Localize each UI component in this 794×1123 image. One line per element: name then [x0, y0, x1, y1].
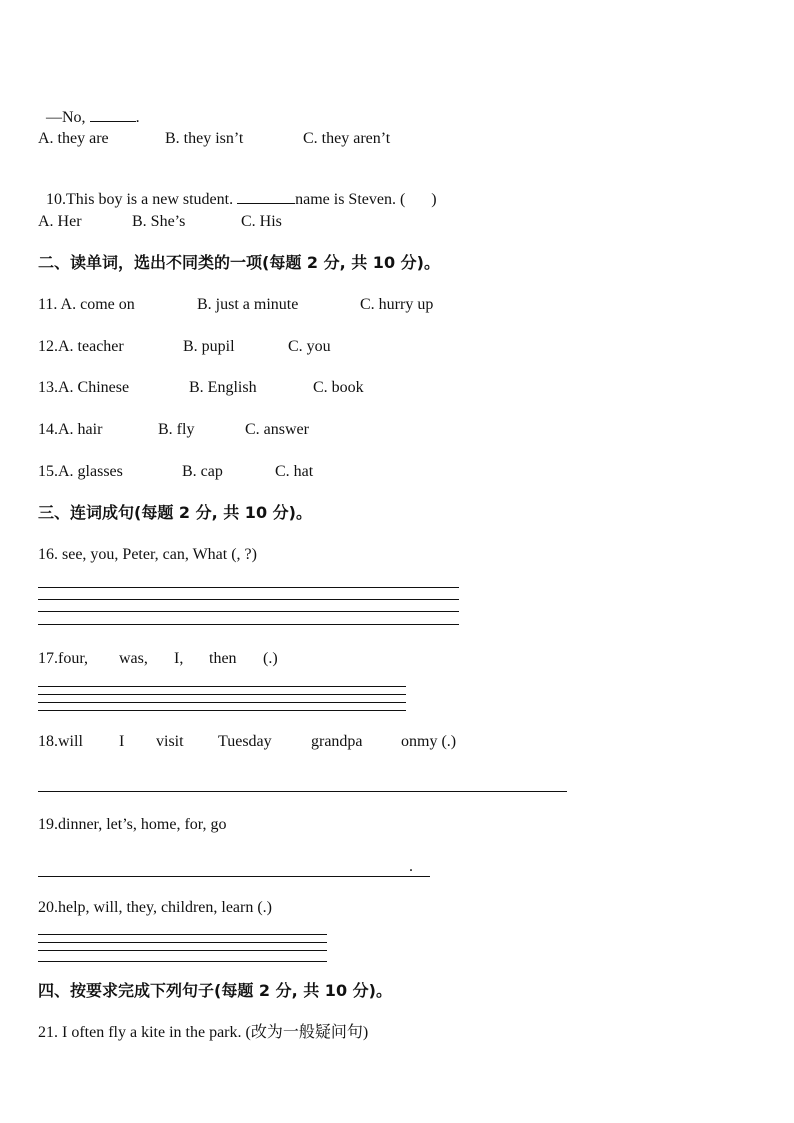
section3-title: 三、连词成句(每题 2 分, 共 10 分)。: [38, 503, 312, 522]
q17-word-5: (.): [263, 650, 278, 667]
q14-option-c[interactable]: C. answer: [245, 421, 309, 438]
q10-option-b[interactable]: B. She’s: [132, 213, 186, 230]
q13-option-a-text: A. Chinese: [58, 379, 130, 396]
q17-answer-line-2[interactable]: [38, 694, 406, 695]
q15-option-b[interactable]: B. cap: [182, 463, 223, 480]
q15-option-a-text: A. glasses: [58, 463, 123, 480]
q9-prefix: —No,: [46, 109, 90, 126]
q10-blank[interactable]: [237, 203, 295, 204]
q17-word-4: then: [209, 650, 237, 667]
q9-answer-line: [38, 88, 140, 128]
q13-number: 13.: [38, 379, 58, 396]
q16-answer-line-1[interactable]: [38, 587, 459, 588]
q13-option-b[interactable]: B. English: [189, 379, 257, 396]
q11-option-b[interactable]: B. just a minute: [197, 296, 299, 313]
q18-word-6: onmy (.): [401, 733, 457, 750]
q19-end-mark: .: [409, 858, 413, 875]
q15-option-a[interactable]: [38, 462, 123, 482]
q15-number: 15.: [38, 463, 58, 480]
q16-answer-line-4[interactable]: [38, 624, 459, 625]
q9-option-b[interactable]: B. they isn’t: [165, 130, 244, 147]
q14-option-a-text: A. hair: [58, 421, 103, 438]
section4-title: 四、按要求完成下列句子(每题 2 分, 共 10 分)。: [38, 981, 392, 1000]
q14-option-a[interactable]: [38, 420, 102, 440]
q14-number: 14.: [38, 421, 58, 438]
q16-answer-line-3[interactable]: [38, 611, 459, 612]
q10-option-a[interactable]: A. Her: [38, 213, 82, 230]
q13-option-c[interactable]: C. book: [313, 379, 364, 396]
q12-option-a[interactable]: [38, 337, 124, 357]
q10-close: ): [431, 191, 437, 208]
q12-option-a-text: A. teacher: [58, 338, 124, 355]
section2-title: 二、读单词，选出不同类的一项(每题 2 分, 共 10 分)。: [38, 253, 440, 272]
q19-prompt: 19.dinner, let’s, home, for, go: [38, 816, 227, 833]
q12-option-b[interactable]: B. pupil: [183, 338, 235, 355]
q17-word-1: 17.four,: [38, 650, 89, 667]
q11-option-a[interactable]: [38, 295, 135, 315]
q20-prompt: 20.help, will, they, children, learn (.): [38, 899, 272, 916]
q10-option-c[interactable]: C. His: [241, 213, 282, 230]
q17-answer-line-3[interactable]: [38, 702, 406, 703]
q15-option-c[interactable]: C. hat: [275, 463, 314, 480]
q17-answer-line-1[interactable]: [38, 686, 406, 687]
q9-option-a[interactable]: A. they are: [38, 130, 109, 147]
q11-option-c[interactable]: C. hurry up: [360, 296, 434, 313]
q9-option-c[interactable]: C. they aren’t: [303, 130, 391, 147]
q14-option-b[interactable]: B. fly: [158, 421, 195, 438]
q11-option-a-text: A. come on: [60, 296, 135, 313]
q12-option-c[interactable]: C. you: [288, 338, 331, 355]
q9-suffix: .: [135, 109, 140, 126]
q17-answer-line-4[interactable]: [38, 710, 406, 711]
q18-word-3: visit: [156, 733, 184, 750]
q20-answer-line-3[interactable]: [38, 950, 327, 951]
q13-option-a[interactable]: [38, 378, 129, 398]
q18-answer-line[interactable]: [38, 791, 567, 792]
q20-answer-line-1[interactable]: [38, 934, 327, 935]
q10-text-after: name is Steven. (: [295, 191, 406, 208]
q20-answer-line-4[interactable]: [38, 961, 327, 962]
q12-number: 12.: [38, 338, 58, 355]
q16-prompt: 16. see, you, Peter, can, What (, ?): [38, 546, 257, 563]
q18-word-5: grandpa: [311, 733, 363, 750]
q18-word-1: 18.will: [38, 733, 83, 750]
q19-answer-line[interactable]: [38, 876, 430, 877]
q18-word-2: I: [119, 733, 125, 750]
q16-answer-line-2[interactable]: [38, 599, 459, 600]
q17-word-2: was,: [119, 650, 148, 667]
q17-word-3: I,: [174, 650, 184, 667]
q21-prompt: 21. I often fly a kite in the park. (改为一般疑问句): [38, 1024, 369, 1041]
q10-text-before: 10.This boy is a new student.: [46, 191, 238, 208]
q11-number: 11.: [38, 296, 61, 313]
q18-word-4: Tuesday: [218, 733, 272, 750]
q10-question: [38, 170, 437, 210]
q9-blank[interactable]: [90, 121, 136, 122]
q20-answer-line-2[interactable]: [38, 942, 327, 943]
